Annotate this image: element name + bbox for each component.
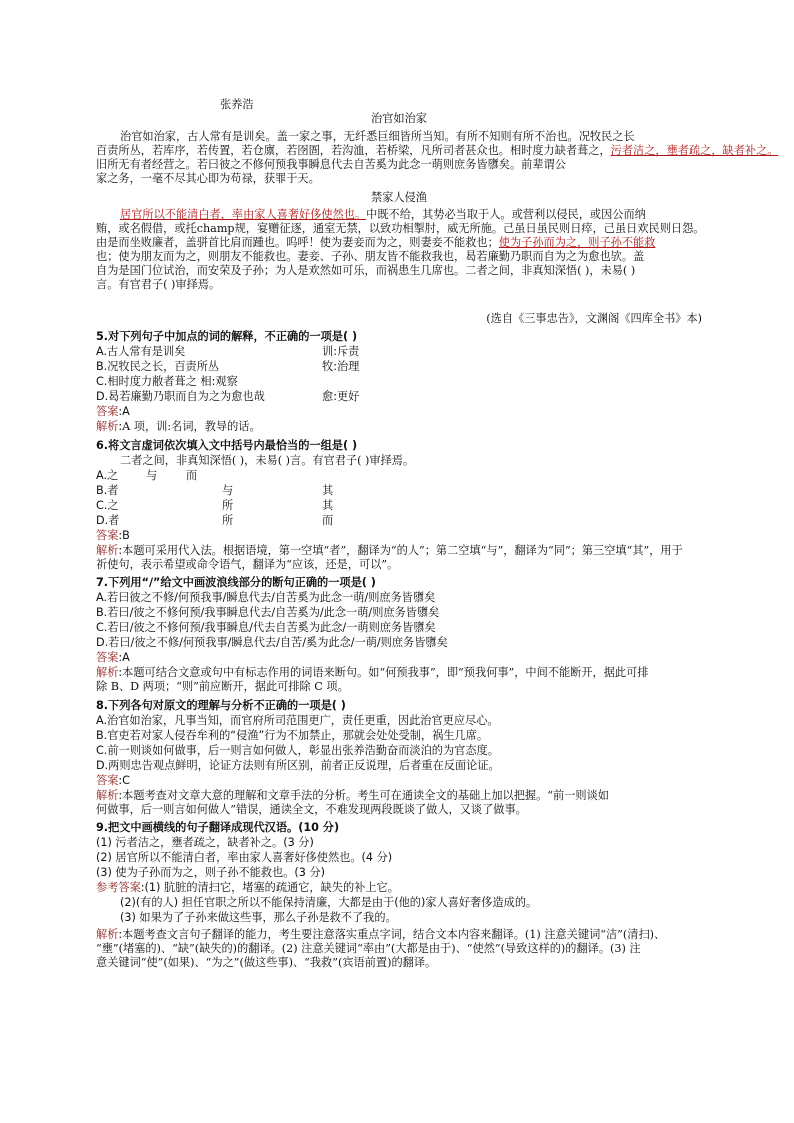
q6-analysis: 解析:本题可采用代入法。根据语境，第一空填“者”，翻译为“的人”；第二空填“与”，翻译为“同”；第三空填“其”，用于: [96, 544, 683, 557]
q6-option-b: B.者 与 其: [96, 484, 334, 497]
q8-option-a: A.治官如治家，凡事当知，而官府所司范围更广，责任更重，因此治官更应尽心。: [96, 714, 499, 727]
q6-quote: 二者之间，非真知深悟( )，未易( )言。有官君子( )审择焉。: [120, 454, 415, 467]
q5-analysis: 解析:A 项，训:名词，教导的话。: [96, 420, 261, 433]
q9-sentence-3: (3) 使为子孙而为之，则子孙不能救也。(3 分): [96, 866, 325, 879]
q8-analysis-cont: 何做事，后一则言如何做人”错误，通读全文，不难发现两段既谈了做人，又谈了做事。: [96, 803, 527, 816]
passage2-line: 贿，或名假借，或托champ规，宴赠征逐，通室无禁，以致功相掣肘，威无所施。己虽日虽民则日瘁，己虽日欢民则日怨。: [96, 222, 705, 235]
section-title-2: 禁家人侵渔: [371, 191, 427, 204]
question-5-stem: 5.对下列句子中加点的词的解释，不正确的一项是( ): [96, 330, 358, 343]
q8-option-d: D.两则忠告观点鲜明，论证方法则有所区别，前者正反说理，后者重在反面论证。: [96, 759, 500, 772]
passage1-line: 百责所丛，若库序，若传置，若仓廪，若囹圄，若沟洫，若桥梁，凡所司者甚众也。相时度力缺者葺之，污者洁之，壅者疏之，缺者补之。: [96, 144, 779, 157]
author-name: 张养浩: [220, 98, 254, 111]
q8-answer: 答案:C: [96, 774, 130, 787]
q7-analysis-cont: 除 B、D 两项；“则”前应断开，据此可排除 C 项。: [96, 680, 349, 693]
section-title-1: 治官如治家: [371, 112, 427, 125]
q7-analysis: 解析:本题可结合文意或句中有标志作用的词语来断句。如“何预我事”，即“预我何事”，中间不能断开，据此可排: [96, 666, 649, 679]
q9-sentence-1: (1) 污者洁之，壅者疏之，缺者补之。(3 分): [96, 836, 314, 849]
q5-option-c: C.相时度力敝者葺之 相:观察: [96, 375, 238, 388]
q9-sentence-2: (2) 居官所以不能清白者，率由家人喜奢好侈使然也。(4 分): [96, 851, 393, 864]
q6-option-a: A.之 与 而: [96, 469, 198, 482]
q5-option-a: A.古人常有是训矣 训:斥责: [96, 345, 360, 358]
q6-option-d: D.者 所 而: [96, 514, 334, 527]
q5-option-b: B.况牧民之长，百责所丛 牧:治理: [96, 360, 360, 373]
q7-option-d: D.若曰/彼之不修/何预我事/瞬息代去/自苦/奚为此念/一萌/则庶务皆隳矣: [96, 636, 448, 649]
q9-answer-2: (2)(有的人) 担任官职之所以不能保持清廉，大都是由于(他的)家人喜好奢侈造成的。: [120, 896, 538, 909]
q7-option-c: C.若曰/彼之不修何预/我事瞬息/代去自苦奚为此念/一萌则庶务皆隳矣: [96, 621, 436, 634]
question-7-stem: 7.下列用“/”给文中画波浪线部分的断句正确的一项是( ): [96, 576, 376, 589]
q8-analysis: 解析:本题考查对文章大意的理解和文章手法的分析。考生可在通读全文的基础上加以把握。“前一则谈如: [96, 789, 609, 802]
q5-option-d: D.曷若廉勤乃职而自为之为愈也哉 愈:更好: [96, 390, 360, 403]
passage2-line: 由是而坐败廉者，盖骈首比肩而踵也。呜呼！使为妻妾而为之，则妻妾不能救也；使为子孙而为之，则子孙不能救: [96, 236, 656, 249]
passage1-line: 旧所无有者经营之。若曰彼之不修何预我事瞬息代去自苦奚为此念一萌则庶务皆隳矣。前辈谓公: [96, 158, 566, 171]
q8-option-c: C.前一则谈如何做事，后一则言如何做人，彰显出张养浩勤奋而淡泊的为官态度。: [96, 744, 499, 757]
passage1-line: 家之务，一毫不尽其心即为苟禄，获罪于天。: [96, 172, 320, 185]
q6-answer: 答案:B: [96, 529, 130, 542]
passage2-line: 言。有官君子( )审择焉。: [96, 278, 221, 291]
source-citation: (选自《三事忠告》，文渊阁《四库全书》本): [486, 312, 702, 325]
q7-answer: 答案:A: [96, 651, 130, 664]
question-9-stem: 9.把文中画横线的句子翻译成现代汉语。(10 分): [96, 821, 340, 834]
passage2-line: 居官所以不能清白者，率由家人喜奢好侈使然也。中既不给，其势必当取于人。或营利以侵民，或因公而纳: [120, 208, 646, 221]
question-8-stem: 8.下列各句对原文的理解与分析不正确的一项是( ): [96, 699, 346, 712]
q9-analysis: 解析:本题考查文言句子翻译的能力，考生要注意落实重点字词，结合文本内容来翻译。(1) 注意关键词“洁”(清扫)、: [96, 928, 666, 941]
q6-option-c: C.之 所 其: [96, 499, 334, 512]
passage2-line: 自为是国门位试治，而安荣及子孙；为人是欢然如可乐，而祸患生几席也。二者之间，非真知深悟( )，未易( ): [96, 264, 636, 277]
q7-option-a: A.若曰彼之不修/何预我事/瞬息代去/自苦奚为此念一萌/则庶务皆隳矣: [96, 591, 436, 604]
q6-analysis-cont: 祈使句，表示希望或命令语气，翻译为“应该，还是，可以”。: [96, 558, 399, 571]
q9-answer-1: 参考答案:(1) 肮脏的清扫它，堵塞的疏通它，缺失的补上它。: [96, 881, 399, 894]
q5-answer: 答案:A: [96, 405, 130, 418]
q9-analysis-cont: “壅”(堵塞的)、“缺”(缺失的)的翻译。(2) 注意关键词“率由”(大都是由于)、“使然”(导致这样的)的翻译。(3) 注: [96, 942, 641, 955]
passage2-line: 也；使为朋友而为之，则朋友不能救也。妻妾、子孙、朋友皆不能救我也，曷若廉勤乃职而自为之为愈也欤。盖: [96, 250, 645, 263]
question-6-stem: 6.将文言虚词依次填入文中括号内最恰当的一组是( ): [96, 439, 358, 452]
q9-answer-3: (3) 如果为了子孙来做这些事，那么子孙是救不了我的。: [120, 911, 397, 924]
passage1-line: 治官如治家，古人常有是训矣。盖一家之事，无纤悉巨细皆所当知。有所不知则有所不治也。况牧民之长: [120, 130, 635, 143]
q8-option-b: B.官吏若对家人侵吞牟利的“侵渔”行为不加禁止，那就会处处受制，祸生几席。: [96, 729, 489, 742]
q9-analysis-cont: 意关键词“使”(如果)、“为之”(做这些事)、“我救”(宾语前置)的翻译。: [96, 956, 437, 969]
q7-option-b: B.若曰/彼之不修何预/我事瞬息代去/自苦奚为/此念一萌/则庶务皆隳矣: [96, 606, 440, 619]
